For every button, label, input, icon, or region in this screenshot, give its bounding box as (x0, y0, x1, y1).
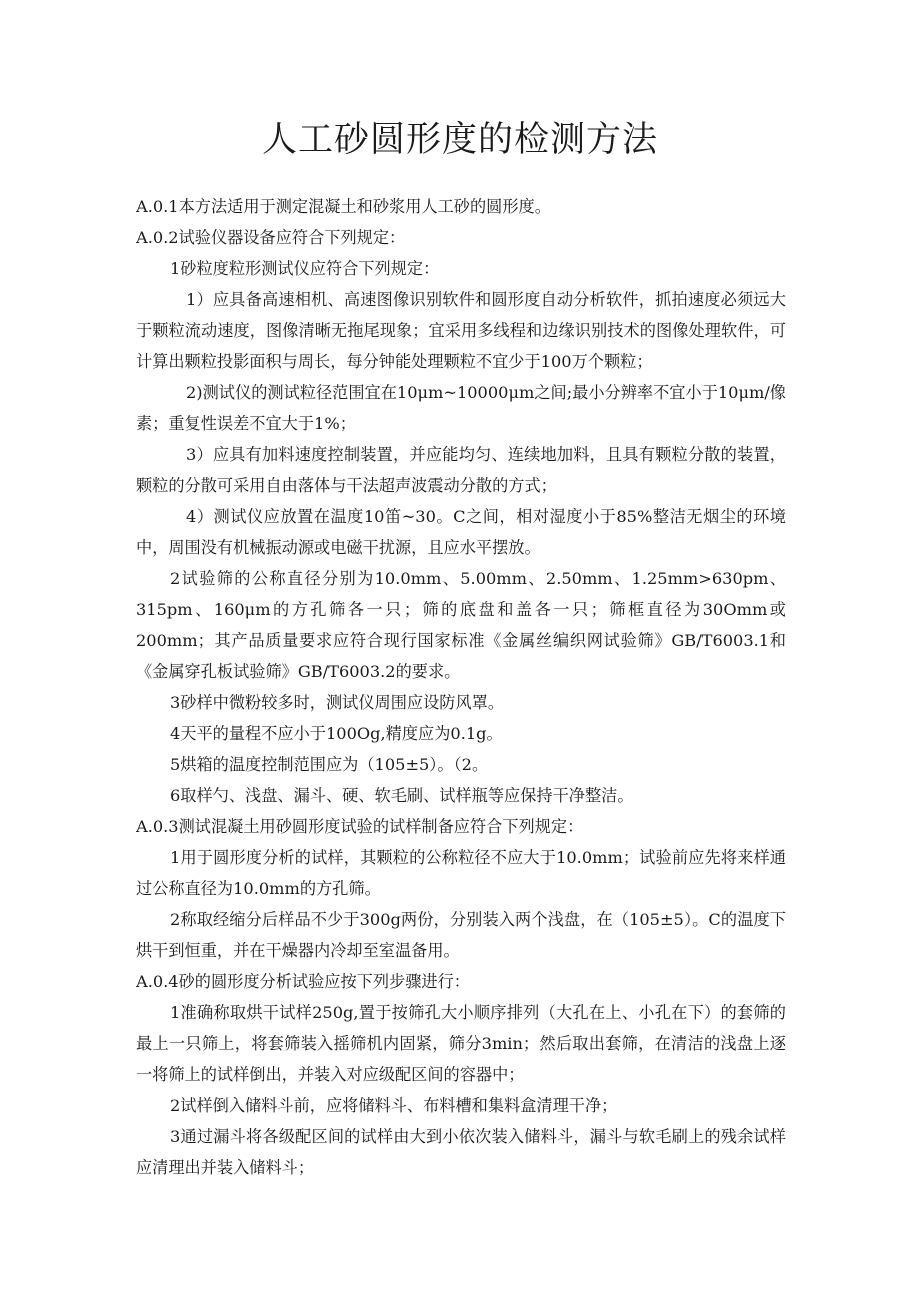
sub-item-feeder: 3）应具有加料速度控制装置，并应能均匀、连续地加料，且具有颗粒分散的装置，颗粒的分散可采用自由落体与干法超声波震动分散的方式； (136, 445, 786, 495)
item-oven: 5烘箱的温度控制范围应为（105±5）。（2。 (170, 755, 489, 774)
step-weighing: 1准确称取烘干试样250g,置于按筛孔大小顺序排列（大孔在上、小孔在下）的套筛的最上一只筛上，将套筛装入摇筛机内固紧，筛分3min；然后取出套筛，在清洁的浅盘上逐一将筛上的试样倒出，并装入对应级配区间的容器中； (136, 1003, 786, 1084)
item-balance: 4天平的量程不应小于100Og,精度应为0.1g。 (170, 724, 503, 743)
step-loading: 3通过漏斗将各级配区间的试样由大到小依次装入储料斗，漏斗与软毛刷上的残余试样应清理出并装入储料斗； (136, 1127, 786, 1177)
sub-item-range: 2)测试仪的测试粒径范围宜在10μm~10000μm之间;最小分辨率不宜小于10μm∕像素；重复性误差不宜大于1%； (136, 383, 786, 433)
clause-a03: A.0.3测试混凝土用砂圆形度试验的试样制备应符合下列规定： (136, 817, 584, 836)
step-cleaning: 2试样倒入储料斗前，应将储料斗、布料槽和集料盒清理干净； (170, 1096, 618, 1115)
clause-a02: A.0.2试验仪器设备应符合下列规定： (136, 228, 406, 247)
item-sample-drying: 2称取经缩分后样品不少于300g两份，分别装入两个浅盘，在（105±5）。C的温度下烘干到恒重，并在干燥器内冷却至室温备用。 (136, 910, 786, 960)
item-tools: 6取样勺、浅盘、漏斗、硬、软毛刷、试样瓶等应保持干净整洁。 (170, 786, 634, 805)
sub-item-environment: 4）测试仪应放置在温度10笛~30。C之间，相对湿度小于85%整洁无烟尘的环境中，周围没有机械振动源或电磁干扰源，且应水平摆放。 (136, 507, 786, 557)
item-sand-tester: 1砂粒度粒形测试仪应符合下列规定： (170, 259, 440, 278)
document-title: 人工砂圆形度的检测方法 (261, 120, 658, 160)
document-body (136, 191, 786, 1183)
clause-a04: A.0.4砂的圆形度分析试验应按下列步骤进行： (136, 972, 470, 991)
clause-a01: A.0.1本方法适用于测定混凝土和砂浆用人工砂的圆形度。 (136, 197, 551, 216)
item-windshield: 3砂样中微粉较多时，测试仪周围应设防风罩。 (170, 693, 505, 712)
item-sieves: 2试验筛的公称直径分别为10.0mm、5.00mm、2.50mm、1.25mm>630pm、315pm、160μm的方孔筛各一只；筛的底盘和盖各一只；筛框直径为30Omm或200mm；其产品质量要求应符合现行国家标准《金属丝编织网试验筛》GB/T6003.1和《金属穿孔板试验筛》GB/T6003.2的要求。 (136, 569, 786, 681)
item-sample-size: 1用于圆形度分析的试样，其颗粒的公称粒径不应大于10.0mm；试验前应先将来样通过公称直径为10.0mm的方孔筛。 (136, 848, 786, 898)
sub-item-camera: 1）应具备高速相机、高速图像识别软件和圆形度自动分析软件，抓拍速度必须远大于颗粒流动速度，图像清晰无拖尾现象；宜采用多线程和边缘识别技术的图像处理软件，可计算出颗粒投影面积与周长，每分钟能处理颗粒不宜少于100万个颗粒； (136, 290, 786, 371)
